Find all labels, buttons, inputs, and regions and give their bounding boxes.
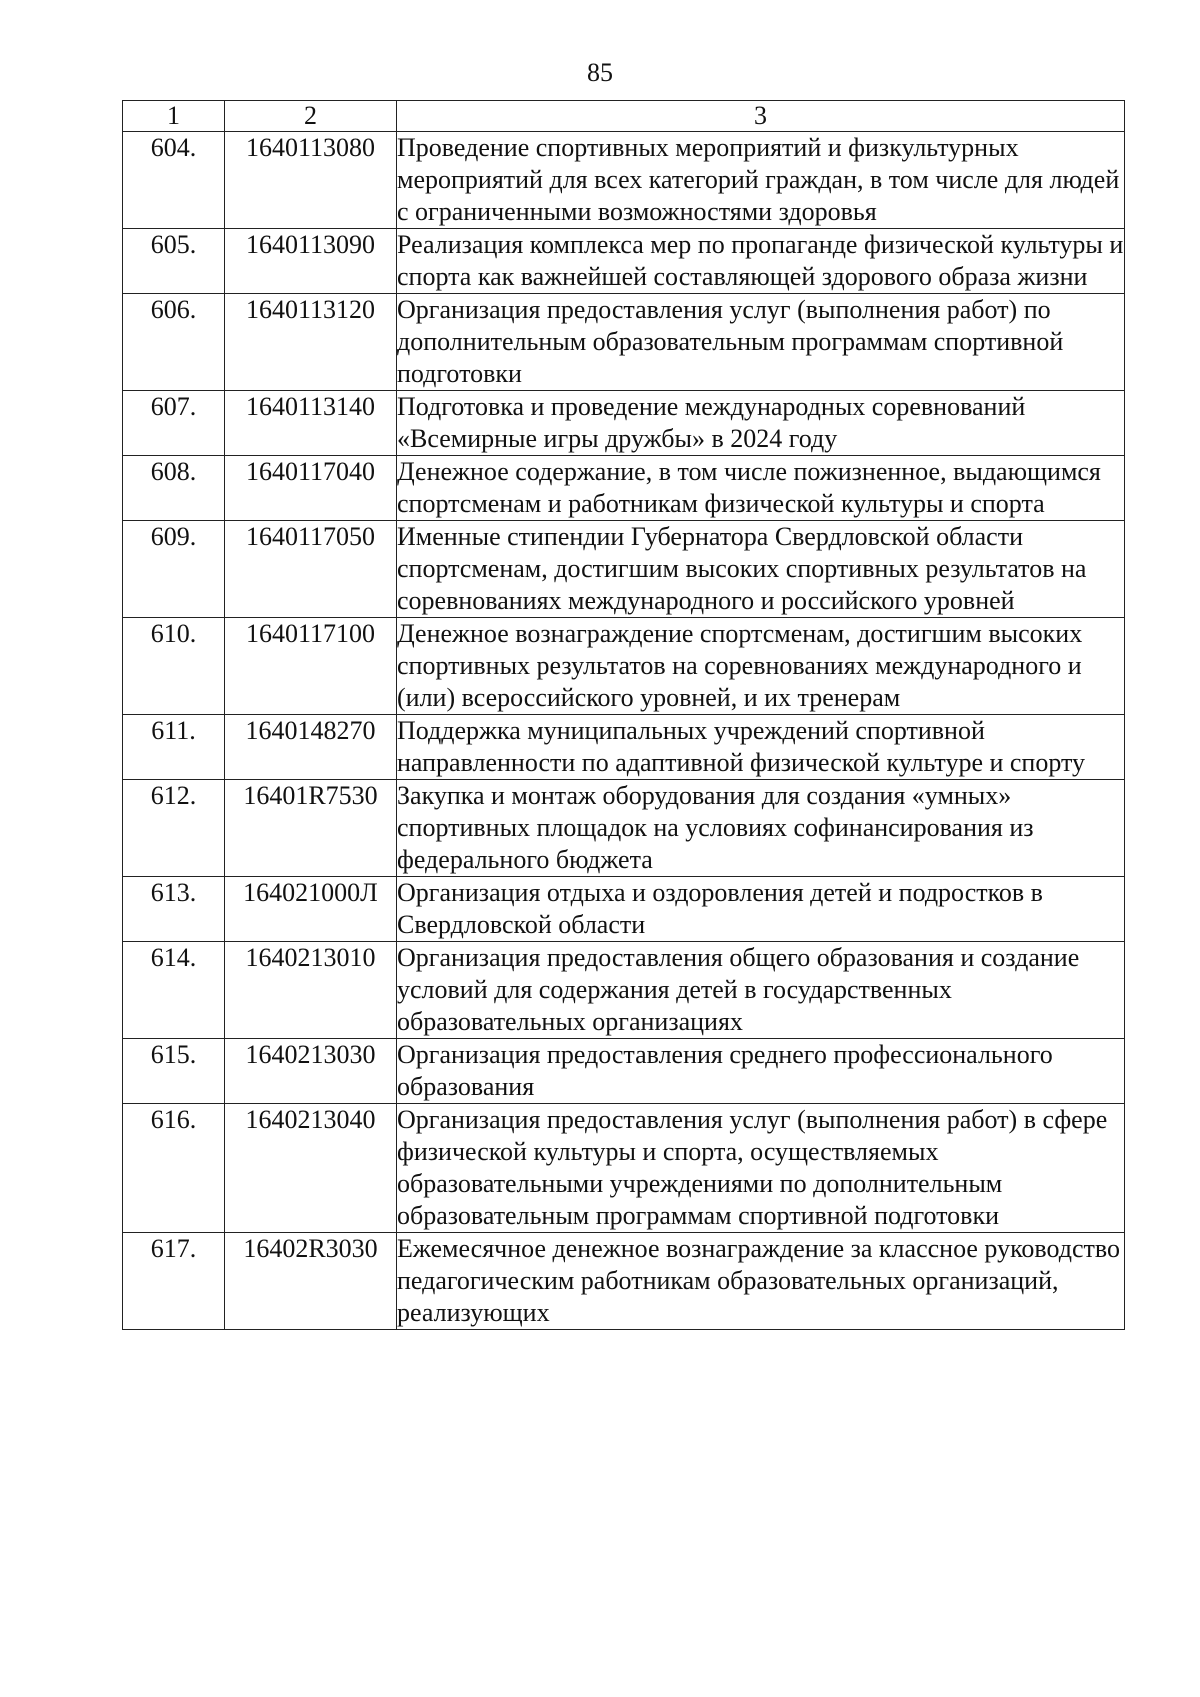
table-row — [123, 1104, 1125, 1233]
row-code: 1640113120 — [225, 294, 397, 391]
table-row — [123, 521, 1125, 618]
row-number: 607. — [123, 391, 225, 456]
row-description: Организация предоставления общего образования и создание условий для содержания детей в государственных образовательных организациях — [397, 942, 1125, 1039]
row-description: Именные стипендии Губернатора Свердловской области спортсменам, достигшим высоких спортивных результатов на соревнованиях международного и российского уровней — [397, 521, 1125, 618]
header-col-2: 2 — [225, 101, 397, 132]
row-description: Организация отдыха и оздоровления детей и подростков в Свердловской области — [397, 877, 1125, 942]
budget-code-table — [122, 100, 1125, 1330]
table-header-row — [123, 101, 1125, 132]
row-description: Организация предоставления услуг (выполнения работ) по дополнительным образовательным программам спортивной подготовки — [397, 294, 1125, 391]
row-description: Ежемесячное денежное вознаграждение за классное руководство педагогическим работникам образовательных организаций, реализующих — [397, 1233, 1125, 1330]
row-code: 1640213030 — [225, 1039, 397, 1104]
table-body — [123, 132, 1125, 1330]
page-number: 85 — [587, 58, 613, 87]
row-code: 1640113090 — [225, 229, 397, 294]
row-number: 609. — [123, 521, 225, 618]
row-description: Организация предоставления услуг (выполнения работ) в сфере физической культуры и спорта, осуществляемых образовательными учреждениями по дополнительным образовательным программам спортивной подготовки — [397, 1104, 1125, 1233]
row-number: 611. — [123, 715, 225, 780]
row-code: 164021000Л — [225, 877, 397, 942]
table-row — [123, 618, 1125, 715]
table-row — [123, 229, 1125, 294]
table-row — [123, 132, 1125, 229]
row-number: 614. — [123, 942, 225, 1039]
row-description: Проведение спортивных мероприятий и физкультурных мероприятий для всех категорий граждан, в том числе для людей с ограниченными возможностями здоровья — [397, 132, 1125, 229]
table-row — [123, 391, 1125, 456]
row-description: Организация предоставления среднего профессионального образования — [397, 1039, 1125, 1104]
row-number: 617. — [123, 1233, 225, 1330]
table-row — [123, 456, 1125, 521]
row-code: 16402R3030 — [225, 1233, 397, 1330]
row-description: Реализация комплекса мер по пропаганде физической культуры и спорта как важнейшей составляющей здорового образа жизни — [397, 229, 1125, 294]
row-code: 1640213040 — [225, 1104, 397, 1233]
header-col-1: 1 — [123, 101, 225, 132]
row-code: 1640148270 — [225, 715, 397, 780]
table-row — [123, 942, 1125, 1039]
table-row — [123, 1039, 1125, 1104]
row-number: 605. — [123, 229, 225, 294]
row-description: Закупка и монтаж оборудования для создания «умных» спортивных площадок на условиях софинансирования из федерального бюджета — [397, 780, 1125, 877]
row-number: 613. — [123, 877, 225, 942]
row-description: Денежное содержание, в том числе пожизненное, выдающимся спортсменам и работникам физической культуры и спорта — [397, 456, 1125, 521]
table-row — [123, 877, 1125, 942]
row-code: 1640117100 — [225, 618, 397, 715]
row-code: 16401R7530 — [225, 780, 397, 877]
row-number: 608. — [123, 456, 225, 521]
row-number: 616. — [123, 1104, 225, 1233]
row-number: 606. — [123, 294, 225, 391]
row-code: 1640113080 — [225, 132, 397, 229]
row-number: 615. — [123, 1039, 225, 1104]
row-number: 612. — [123, 780, 225, 877]
row-description: Денежное вознаграждение спортсменам, достигшим высоких спортивных результатов на соревнованиях международного и (или) всероссийского уровней, и их тренерам — [397, 618, 1125, 715]
row-code: 1640117050 — [225, 521, 397, 618]
table-row — [123, 1233, 1125, 1330]
header-col-3: 3 — [397, 101, 1125, 132]
row-code: 1640117040 — [225, 456, 397, 521]
row-number: 610. — [123, 618, 225, 715]
row-code: 1640213010 — [225, 942, 397, 1039]
table-row — [123, 715, 1125, 780]
row-description: Подготовка и проведение международных соревнований «Всемирные игры дружбы» в 2024 году — [397, 391, 1125, 456]
table-row — [123, 780, 1125, 877]
row-number: 604. — [123, 132, 225, 229]
row-code: 1640113140 — [225, 391, 397, 456]
table-row — [123, 294, 1125, 391]
row-description: Поддержка муниципальных учреждений спортивной направленности по адаптивной физической культуре и спорту — [397, 715, 1125, 780]
